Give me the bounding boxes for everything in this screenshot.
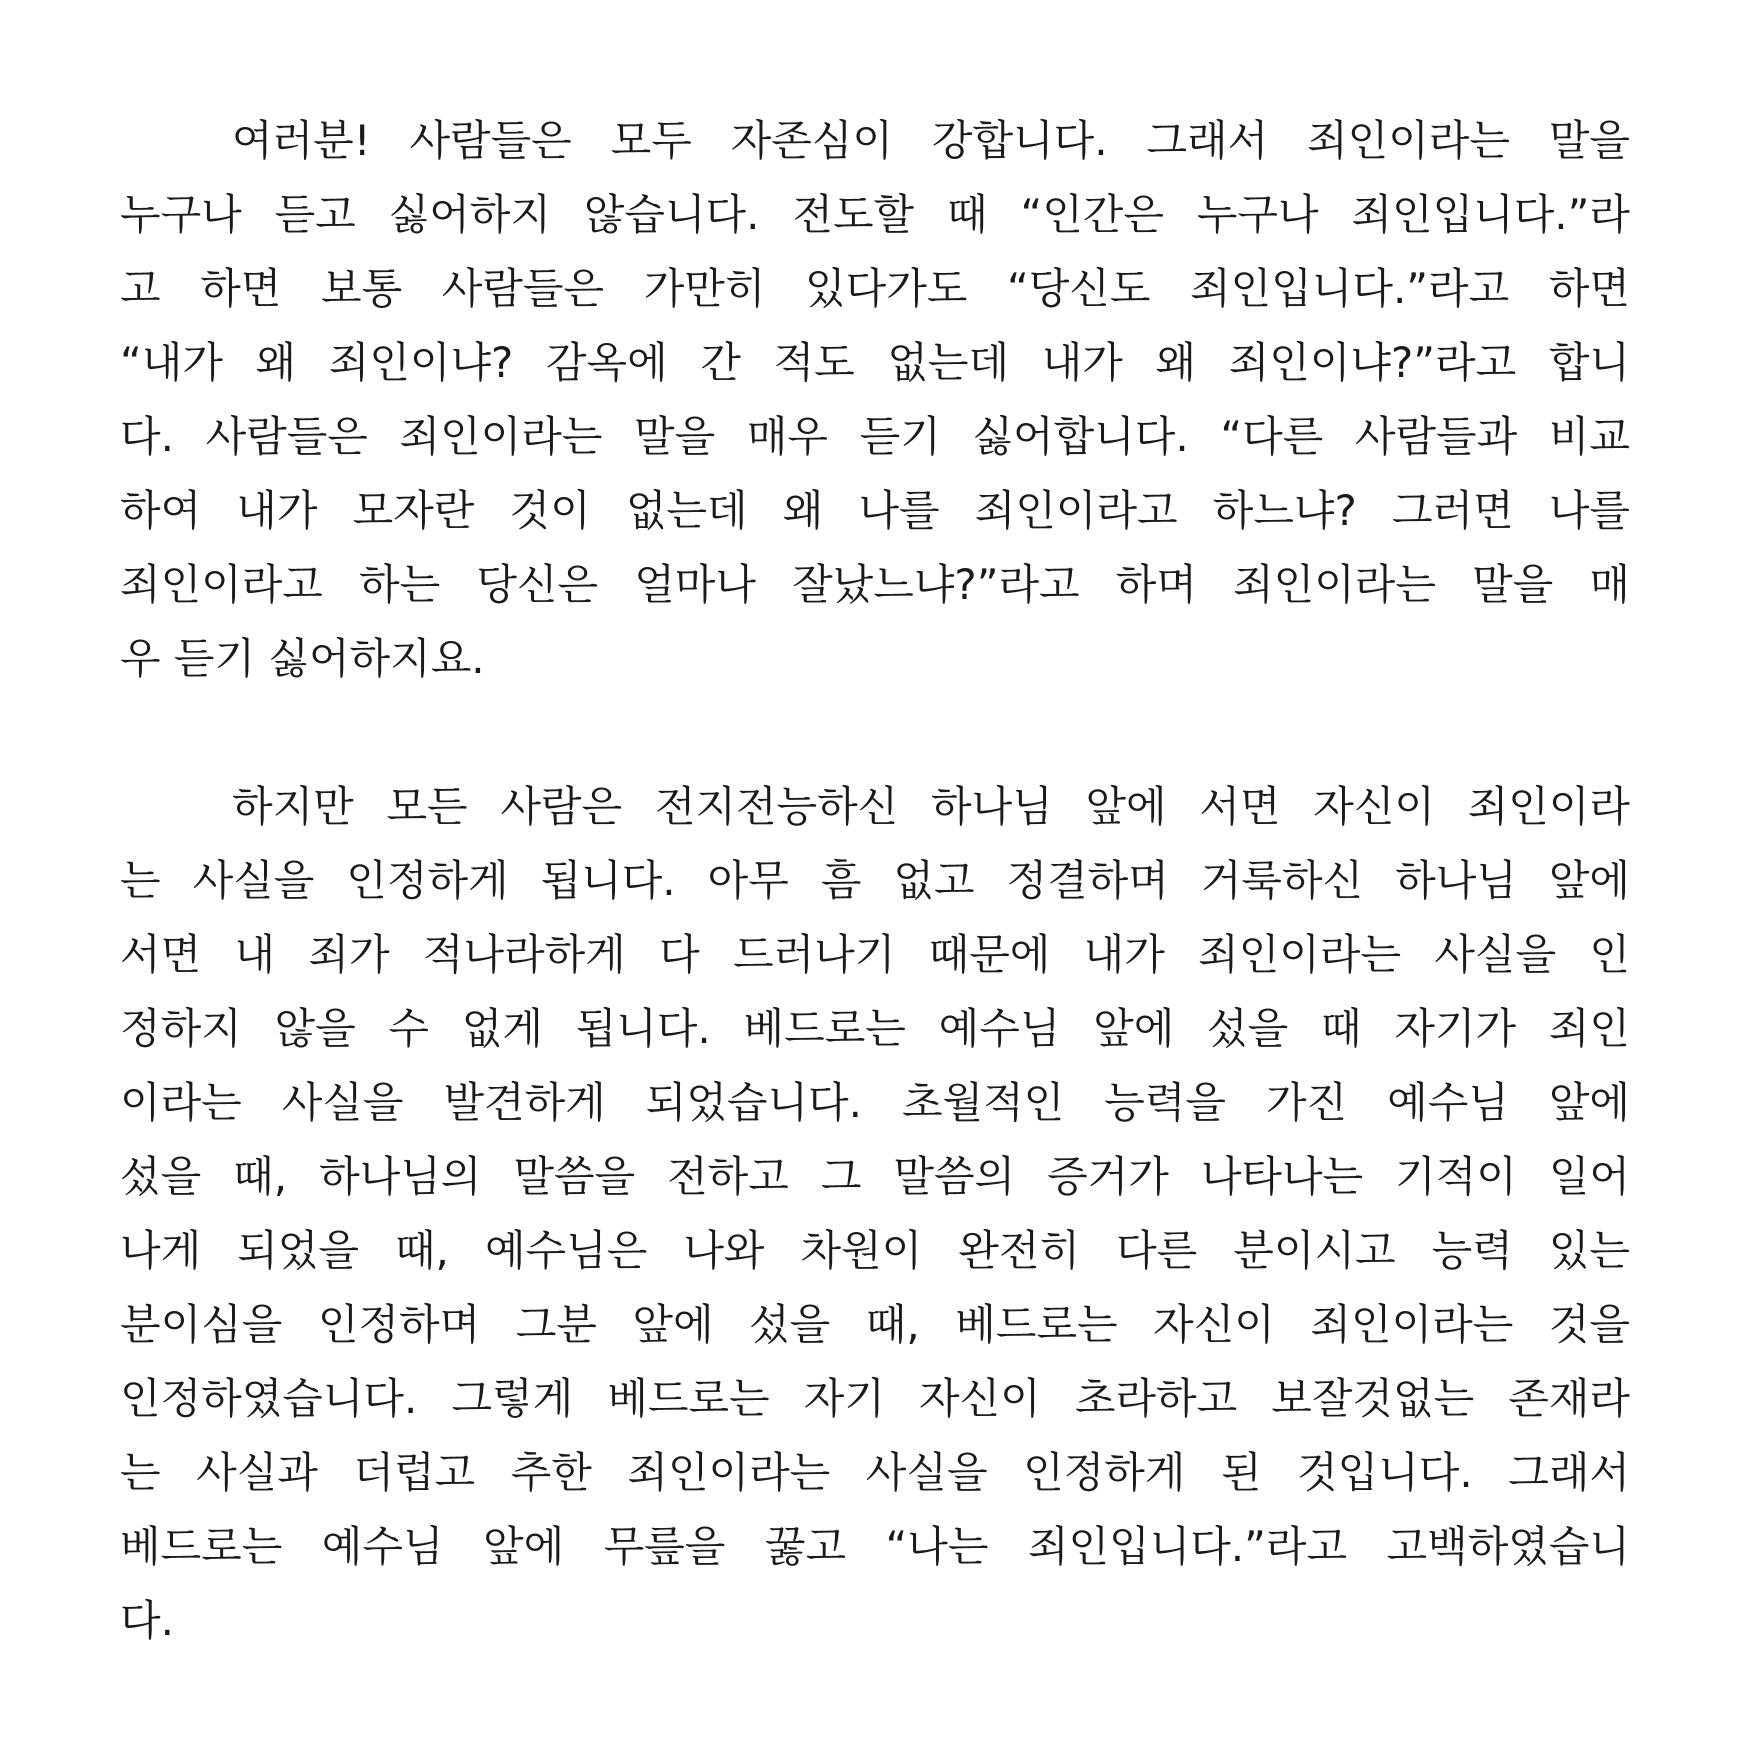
text-line: 이라는 사실을 발견하게 되었습니다. 초월적인 능력을 가진 예수님 앞에 <box>120 1078 1630 1127</box>
text-line: 다. 사람들은 죄인이라는 말을 매우 듣기 싫어합니다. “다른 사람들과 비교 <box>120 412 1630 461</box>
text-line: 다. <box>120 1596 174 1645</box>
text-line: 는 사실과 더럽고 추한 죄인이라는 사실을 인정하게 된 것입니다. 그래서 <box>120 1448 1630 1497</box>
text-line: 우 듣기 싫어하지요. <box>120 634 485 683</box>
text-line: 베드로는 예수님 앞에 무릎을 꿇고 “나는 죄인입니다.”라고 고백하였습니 <box>120 1522 1630 1571</box>
text-line: 분이심을 인정하며 그분 앞에 섰을 때, 베드로는 자신이 죄인이라는 것을 <box>120 1300 1630 1349</box>
paragraph-2 <box>120 770 1630 1658</box>
text-line: 하여 내가 모자란 것이 없는데 왜 나를 죄인이라고 하느냐? 그러면 나를 <box>120 486 1630 535</box>
text-line: 누구나 듣고 싫어하지 않습니다. 전도할 때 “인간은 누구나 죄인입니다.”라 <box>120 190 1630 239</box>
paragraph-1 <box>120 104 1630 696</box>
text-line: 섰을 때, 하나님의 말씀을 전하고 그 말씀의 증거가 나타나는 기적이 일어 <box>120 1152 1630 1201</box>
text-line: 서면 내 죄가 적나라하게 다 드러나기 때문에 내가 죄인이라는 사실을 인 <box>120 930 1630 979</box>
text-line: 죄인이라고 하는 당신은 얼마나 잘났느냐?”라고 하며 죄인이라는 말을 매 <box>120 560 1630 609</box>
text-line: 고 하면 보통 사람들은 가만히 있다가도 “당신도 죄인입니다.”라고 하면 <box>120 264 1630 313</box>
text-line: 는 사실을 인정하게 됩니다. 아무 흠 없고 정결하며 거룩하신 하나님 앞에 <box>120 856 1630 905</box>
text-line: “내가 왜 죄인이냐? 감옥에 간 적도 없는데 내가 왜 죄인이냐?”라고 합니 <box>120 338 1630 387</box>
text-line: 여러분! 사람들은 모두 자존심이 강합니다. 그래서 죄인이라는 말을 <box>232 116 1630 165</box>
text-line: 하지만 모든 사람은 전지전능하신 하나님 앞에 서면 자신이 죄인이라 <box>232 782 1630 831</box>
text-line: 정하지 않을 수 없게 됩니다. 베드로는 예수님 앞에 섰을 때 자기가 죄인 <box>120 1004 1630 1053</box>
text-line: 나게 되었을 때, 예수님은 나와 차원이 완전히 다른 분이시고 능력 있는 <box>120 1226 1630 1275</box>
text-line: 인정하였습니다. 그렇게 베드로는 자기 자신이 초라하고 보잘것없는 존재라 <box>120 1374 1630 1423</box>
